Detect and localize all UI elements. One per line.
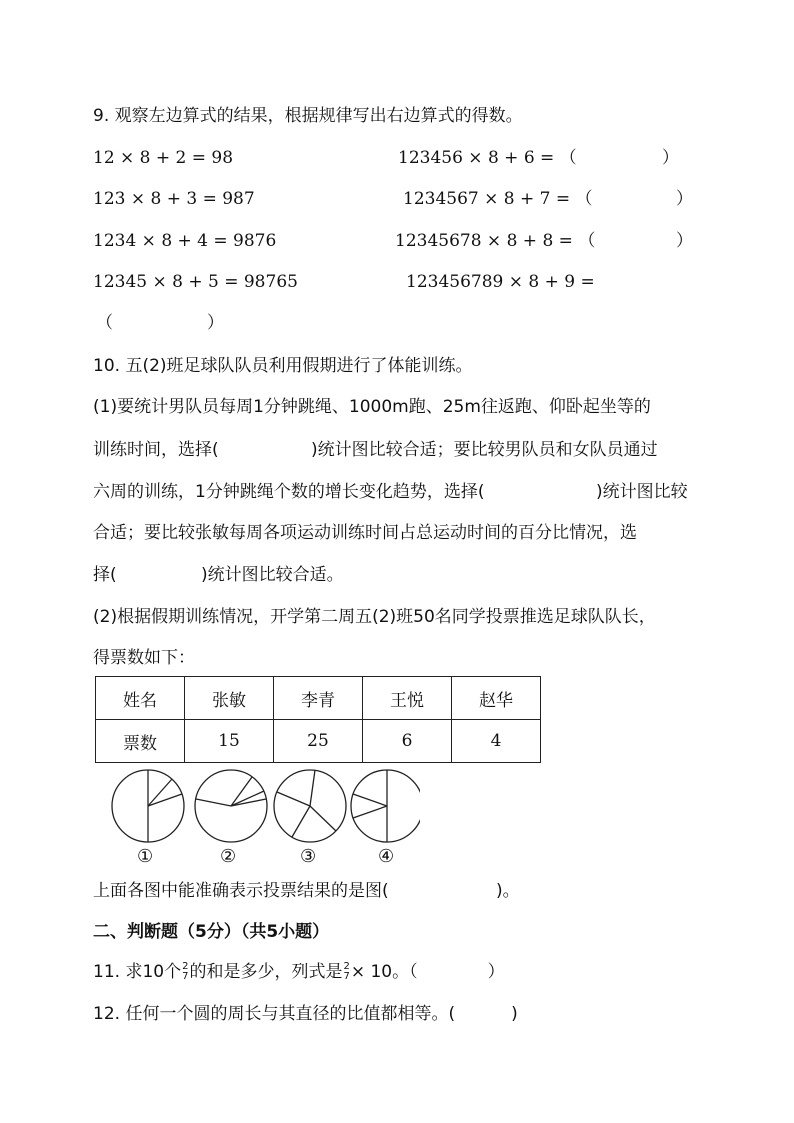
- q11-text-c: × 10。（: [350, 962, 418, 982]
- q9-title: 9. 观察左边算式的结果，根据规律写出右边算式的得数。: [93, 106, 523, 126]
- q9-right-3: 12345678 × 8 + 8 = （: [395, 231, 596, 251]
- q10-p1-line2a: 训练时间，选择(: [93, 440, 219, 460]
- q10-p2-line2: 得票数如下：: [93, 648, 195, 668]
- q9-right-4: 123456789 × 8 + 9 =: [406, 272, 595, 292]
- pie-chart-4: [351, 770, 420, 842]
- q9-left-1: 12 × 8 + 2 = 98: [93, 148, 234, 168]
- pie-chart-3: [274, 770, 346, 842]
- table-cell: 4: [452, 720, 541, 763]
- pie-chart-1: [112, 770, 184, 842]
- q11-fraction-2: 2 7: [343, 961, 350, 982]
- pie-label-4: ④: [378, 846, 395, 867]
- q9-left-4: 12345 × 8 + 5 = 98765: [93, 272, 298, 292]
- table-cell: 李青: [274, 677, 363, 720]
- q9-answer-open: （: [96, 313, 113, 333]
- q9-left-2: 123 × 8 + 3 = 987: [93, 189, 255, 209]
- table-cell: 赵华: [452, 677, 541, 720]
- q12-text: 12. 任何一个圆的周长与其直径的比值都相等。(: [93, 1004, 456, 1024]
- table-cell: 25: [274, 720, 363, 763]
- pie-label-1: ①: [137, 846, 154, 867]
- q9-right-1: 123456 × 8 + 6 = （: [398, 148, 577, 168]
- table-cell: 6: [363, 720, 452, 763]
- pie-label-2: ②: [220, 846, 237, 867]
- q11-text-d: ）: [487, 962, 505, 982]
- table-cell: 张敏: [185, 677, 274, 720]
- table-row: [96, 720, 541, 763]
- q12: [93, 1004, 518, 1024]
- q9-left-3: 1234 × 8 + 4 = 9876: [93, 231, 277, 251]
- q10-question-a: 上面各图中能准确表示投票结果的是图(: [93, 881, 389, 901]
- q10-p1-line2b: )统计图比较合适；要比较男队员和女队员通过: [311, 440, 658, 460]
- q11-text-a: 11. 求10个: [93, 962, 182, 982]
- q9-right-2-close: ）: [676, 189, 693, 209]
- q11-fraction-1: 2 7: [182, 961, 189, 982]
- pie-label-3: ③: [300, 846, 317, 867]
- q11: [93, 962, 505, 982]
- table-cell: 票数: [96, 720, 185, 763]
- table-cell: 姓名: [96, 677, 185, 720]
- pie-chart-2: [195, 770, 267, 842]
- pie-charts: [110, 768, 420, 848]
- q10-p1-line5b: )统计图比较合适。: [201, 565, 344, 585]
- q10-p1-line3b: )统计图比较: [596, 482, 688, 502]
- q9-answer-close: ）: [207, 313, 224, 333]
- table-header-row: [96, 677, 541, 720]
- q11-text-b: 的和是多少，列式是: [189, 962, 343, 982]
- q9-right-2: 1234567 × 8 + 7 = （: [403, 189, 593, 209]
- q10-p1-line3a: 六周的训练，1分钟跳绳个数的增长变化趋势，选择(: [93, 482, 485, 502]
- q10-p1-line1: (1)要统计男队员每周1分钟跳绳、1000m跑、25m往返跑、仰卧起坐等的: [93, 397, 651, 417]
- table-cell: 王悦: [363, 677, 452, 720]
- q10-p2-line1: (2)根据假期训练情况，开学第二周五(2)班50名同学投票推选足球队队长，: [93, 607, 656, 627]
- q10-title: 10. 五(2)班足球队队员利用假期进行了体能训练。: [93, 356, 473, 376]
- q10-p1-line5a: 择(: [93, 565, 117, 585]
- q9-right-1-close: ）: [662, 148, 679, 168]
- q9-right-3-close: ）: [676, 231, 693, 251]
- table-cell: 15: [185, 720, 274, 763]
- section-2-title: 二、判断题（5分）（共5小题）: [93, 922, 330, 942]
- vote-table: [95, 676, 541, 763]
- q10-question-b: )。: [496, 881, 520, 901]
- q10-p1-line4: 合适；要比较张敏每周各项运动训练时间占总运动时间的百分比情况，选: [93, 523, 637, 543]
- q12-close: ): [511, 1004, 518, 1024]
